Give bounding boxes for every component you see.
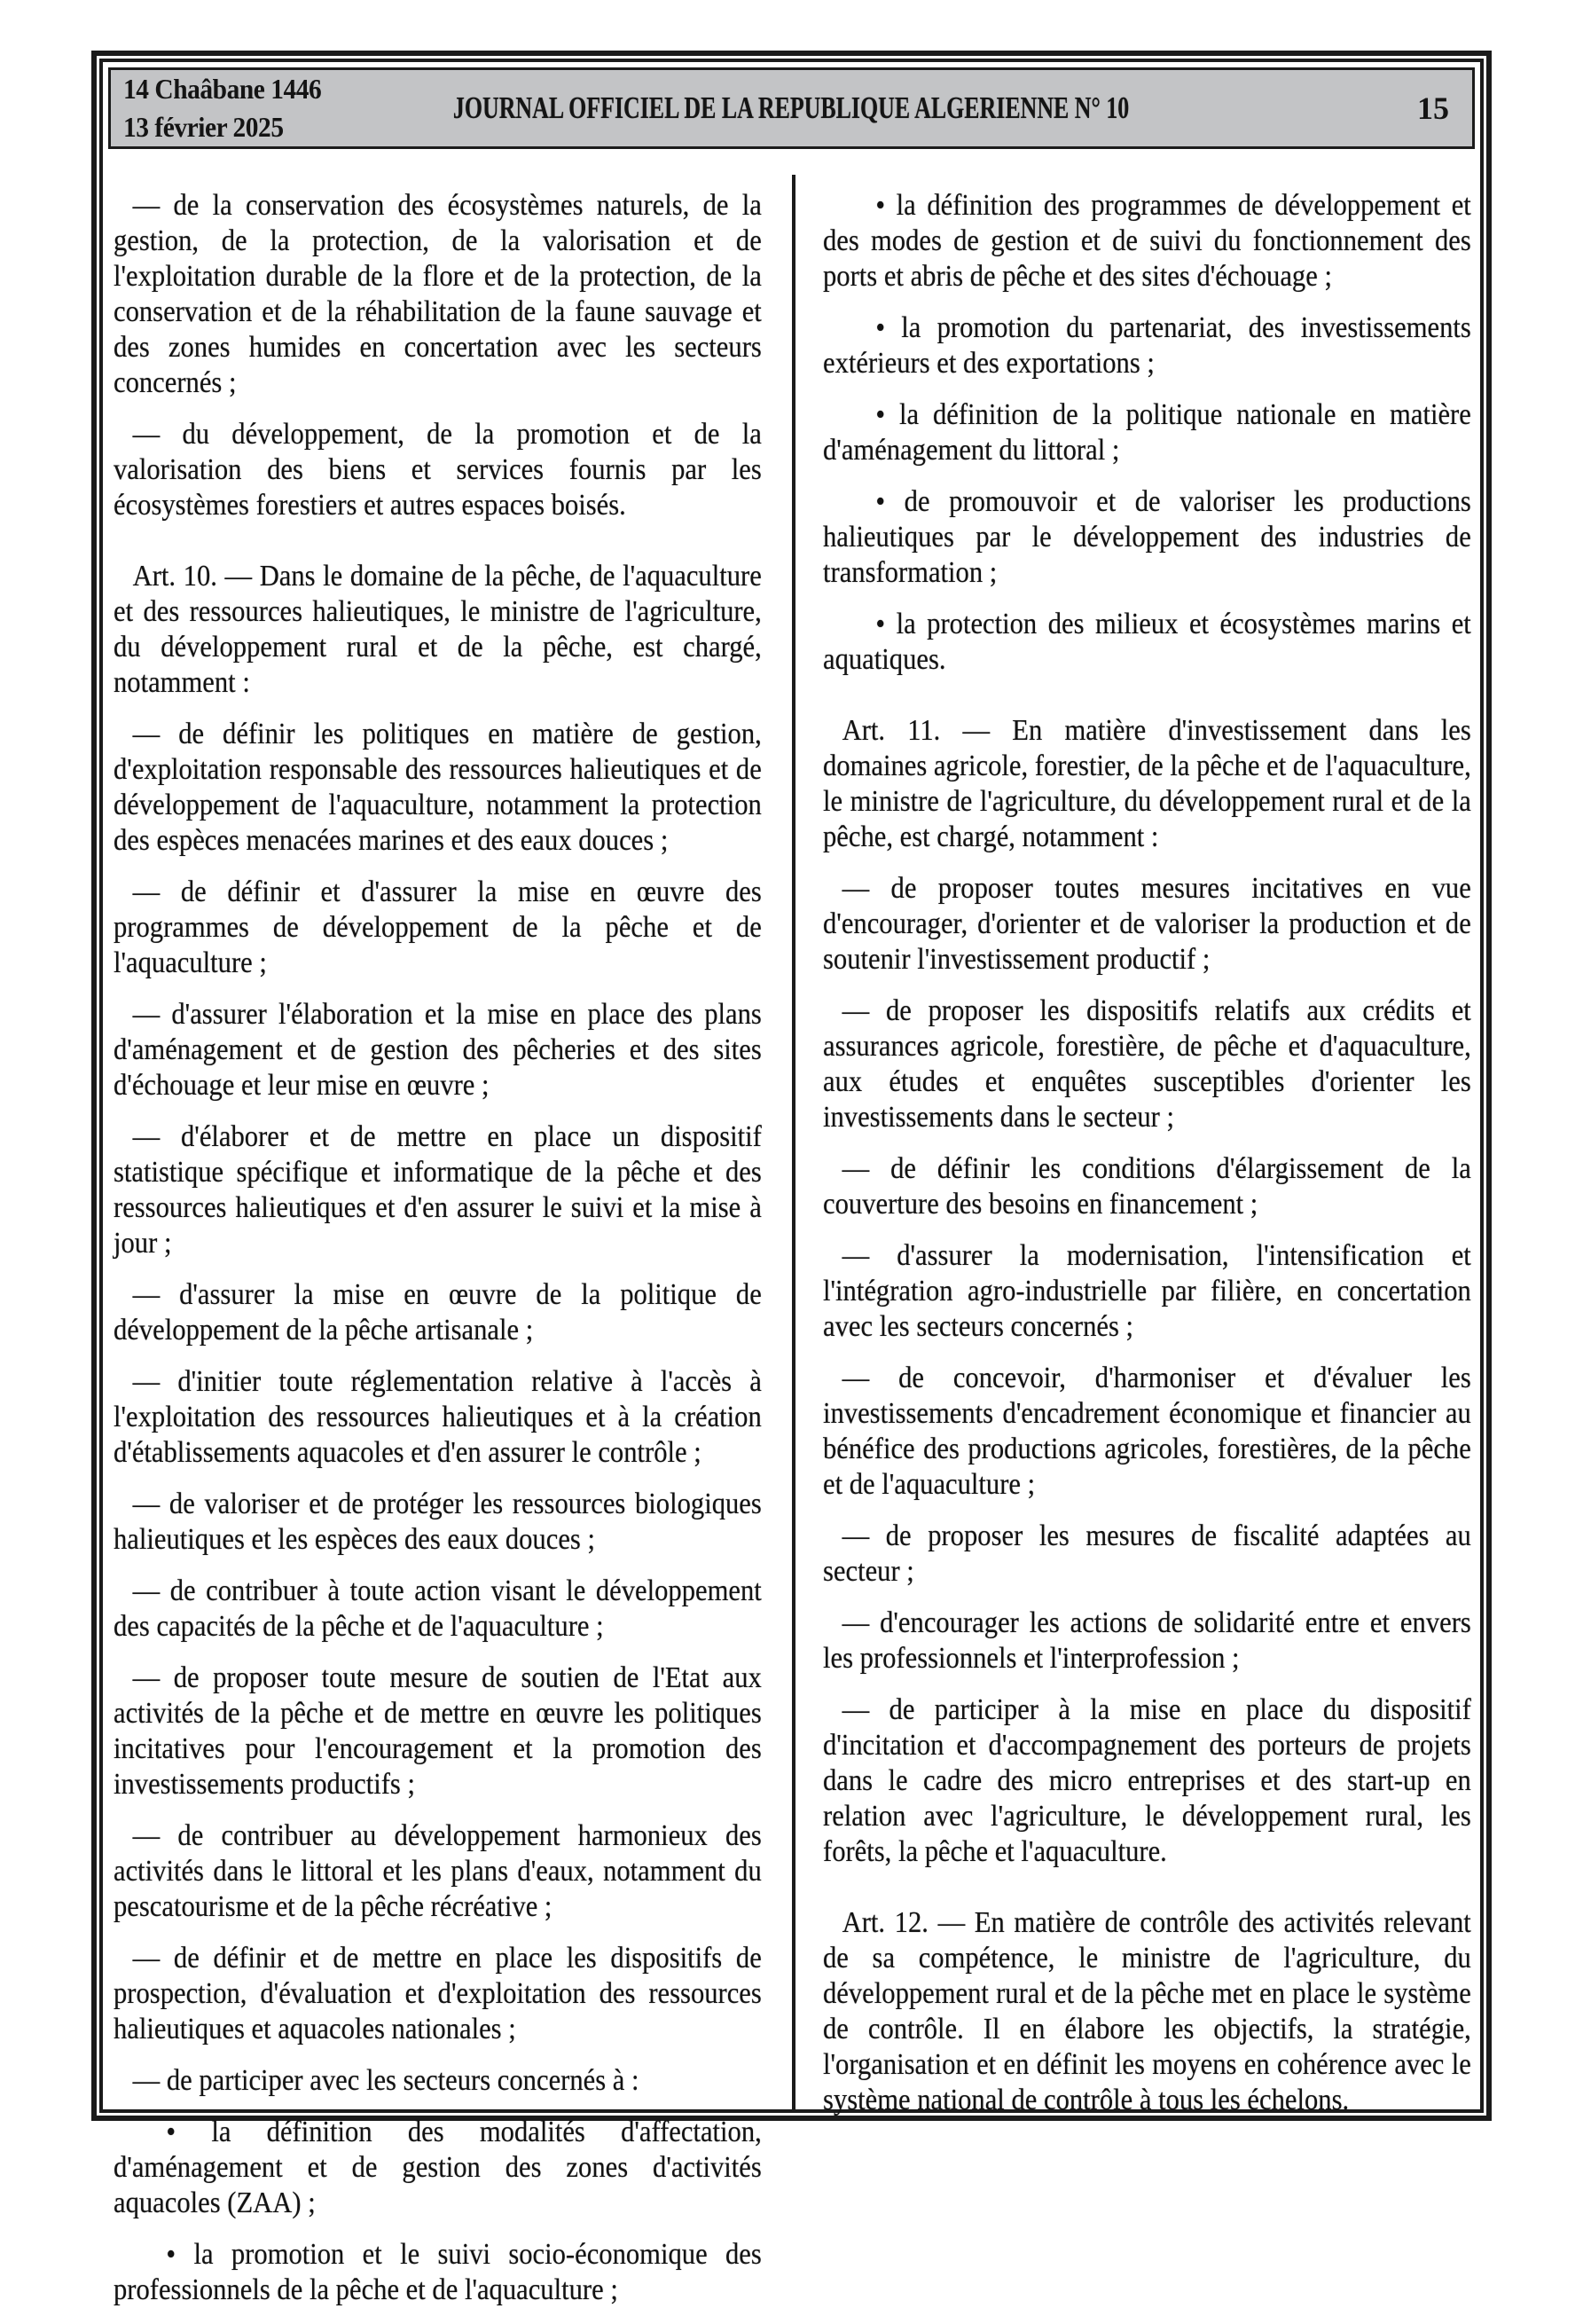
paragraph-dash: — de proposer les dispositifs relatifs aux crédits et assurances agricole, forestière, de pêche et d'aquaculture, aux études et enquêtes susceptibles d'orienter les investissements dans le secteur ;: [823, 993, 1471, 1135]
paragraph-bullet: • la définition des modalités d'affectation, d'aménagement et de gestion des zones d'activités aquacoles (ZAA) ;: [114, 2115, 762, 2221]
paragraph-dash: — de participer à la mise en place du dispositif d'incitation et d'accompagnement des porteurs de projets dans le cadre des micro entreprises et des start-up en relation avec l'agriculture, le développement rural, les forêts, la pêche et l'aquaculture.: [823, 1692, 1471, 1870]
paragraph-dash: — d'assurer l'élaboration et la mise en place des plans d'aménagement et de gestion des pêcheries et des sites d'échouage et leur mise en œuvre ;: [114, 997, 762, 1103]
paragraph-bullet: • la définition de la politique nationale en matière d'aménagement du littoral ;: [823, 397, 1471, 468]
article-paragraph: Art. 11. — En matière d'investissement dans les domaines agricole, forestier, de la pêche et de l'aquaculture, le ministre de l'agriculture, du développement rural et de la pêche, est chargé, notamment :: [823, 713, 1471, 855]
paragraph-dash: — de proposer toute mesure de soutien de l'Etat aux activités de la pêche et de mettre en œuvre les politiques incitatives pour l'encouragement et la promotion des investissements productifs ;: [114, 1661, 762, 1802]
paragraph-dash: — du développement, de la promotion et de la valorisation des biens et services fournis par les écosystèmes forestiers et autres espaces boisés.: [114, 417, 762, 523]
paragraph-dash: — d'assurer la modernisation, l'intensification et l'intégration agro-industrielle par filière, en concertation avec les secteurs concernés ;: [823, 1238, 1471, 1345]
paragraph-dash: — d'élaborer et de mettre en place un dispositif statistique spécifique et informatique de la pêche et des ressources halieutiques et d'en assurer le suivi et la mise à jour ;: [114, 1119, 762, 1261]
paragraph-dash: — de définir les conditions d'élargissement de la couverture des besoins en financement ;: [823, 1151, 1471, 1222]
paragraph-dash: — de proposer toutes mesures incitatives en vue d'encourager, d'orienter et de valoriser la production et de soutenir l'investissement productif ;: [823, 871, 1471, 977]
article-paragraph: Art. 12. — En matière de contrôle des activités relevant de sa compétence, le ministre de l'agriculture, du développement rural et de la pêche met en place le système de contrôle. Il en élabore les objectifs, la stratégie, l'organisation et en définit les moyens en cohérence avec le système national de contrôle à tous les échelons.: [823, 1905, 1471, 2118]
paragraph-dash: — de définir et d'assurer la mise en œuvre des programmes de développement de la pêche et de l'aquaculture ;: [114, 875, 762, 981]
paragraph-dash: — d'encourager les actions de solidarité entre et envers les professionnels et l'interprofession ;: [823, 1606, 1471, 1676]
left-column: [114, 188, 762, 2324]
page-number: 15: [1417, 70, 1449, 146]
paragraph-dash: — de la conservation des écosystèmes naturels, de la gestion, de la protection, de la valorisation et de l'exploitation durable de la flore et de la protection, de la conservation et de la réhabilitation de la faune sauvage et des zones humides en concertation avec les secteurs concernés ;: [114, 188, 762, 401]
column-divider: [792, 175, 795, 2109]
paragraph-bullet: • la définition des programmes de développement et des modes de gestion et de suivi du fonctionnement des ports et abris de pêche et des sites d'échouage ;: [823, 188, 1471, 294]
article-paragraph: Art. 10. — Dans le domaine de la pêche, de l'aquaculture et des ressources halieutiques, le ministre de l'agriculture, du développement rural et de la pêche, est chargé, notamment :: [114, 559, 762, 701]
paragraph-bullet: • la promotion du partenariat, des investissements extérieurs et des exportations ;: [823, 310, 1471, 381]
date-hijri: 14 Chaâbane 1446: [123, 70, 321, 108]
paragraph-dash: — de contribuer au développement harmonieux des activités dans le littoral et les plans d'eaux, notamment du pescatourisme et de la pêche récréative ;: [114, 1818, 762, 1925]
paragraph-dash: — d'initier toute réglementation relative à l'accès à l'exploitation des ressources halieutiques et à la création d'établissements aquacoles et d'en assurer le contrôle ;: [114, 1364, 762, 1471]
paragraph-dash: — de définir les politiques en matière de gestion, d'exploitation responsable des ressources halieutiques et de développement de l'aquaculture, notamment la protection des espèces menacées marines et des eaux douces ;: [114, 717, 762, 859]
paragraph-dash: — de participer avec les secteurs concernés à :: [114, 2063, 762, 2099]
right-column: [823, 188, 1471, 2134]
page-border: [91, 51, 1492, 2121]
masthead: [108, 67, 1475, 149]
journal-title-wrap: [111, 70, 1472, 146]
date-gregorian: 13 février 2025: [123, 108, 321, 146]
journal-title: JOURNAL OFFICIEL DE LA REPUBLIQUE ALGERIENNE N° 10: [453, 90, 1129, 126]
paragraph-bullet: • la promotion et le suivi socio-économique des professionnels de la pêche et de l'aquaculture ;: [114, 2237, 762, 2308]
paragraph-dash: — de définir et de mettre en place les dispositifs de prospection, d'évaluation et d'exploitation des ressources halieutiques et aquacoles nationales ;: [114, 1941, 762, 2047]
paragraph-dash: — de concevoir, d'harmoniser et d'évaluer les investissements d'encadrement économique et financier au bénéfice des productions agricoles, forestières, de la pêche et de l'aquaculture ;: [823, 1361, 1471, 1503]
paragraph-dash: — de contribuer à toute action visant le développement des capacités de la pêche et de l'aquaculture ;: [114, 1574, 762, 1645]
paragraph-bullet: • la protection des milieux et écosystèmes marins et aquatiques.: [823, 607, 1471, 678]
paragraph-bullet: • de promouvoir et de valoriser les productions halieutiques par le développement des industries de transformation ;: [823, 484, 1471, 591]
paragraph-dash: — d'assurer la mise en œuvre de la politique de développement de la pêche artisanale ;: [114, 1277, 762, 1348]
paragraph-dash: — de proposer les mesures de fiscalité adaptées au secteur ;: [823, 1519, 1471, 1590]
page-inner-border: [99, 59, 1484, 2113]
paragraph-dash: — de valoriser et de protéger les ressources biologiques halieutiques et les espèces des eaux douces ;: [114, 1487, 762, 1558]
